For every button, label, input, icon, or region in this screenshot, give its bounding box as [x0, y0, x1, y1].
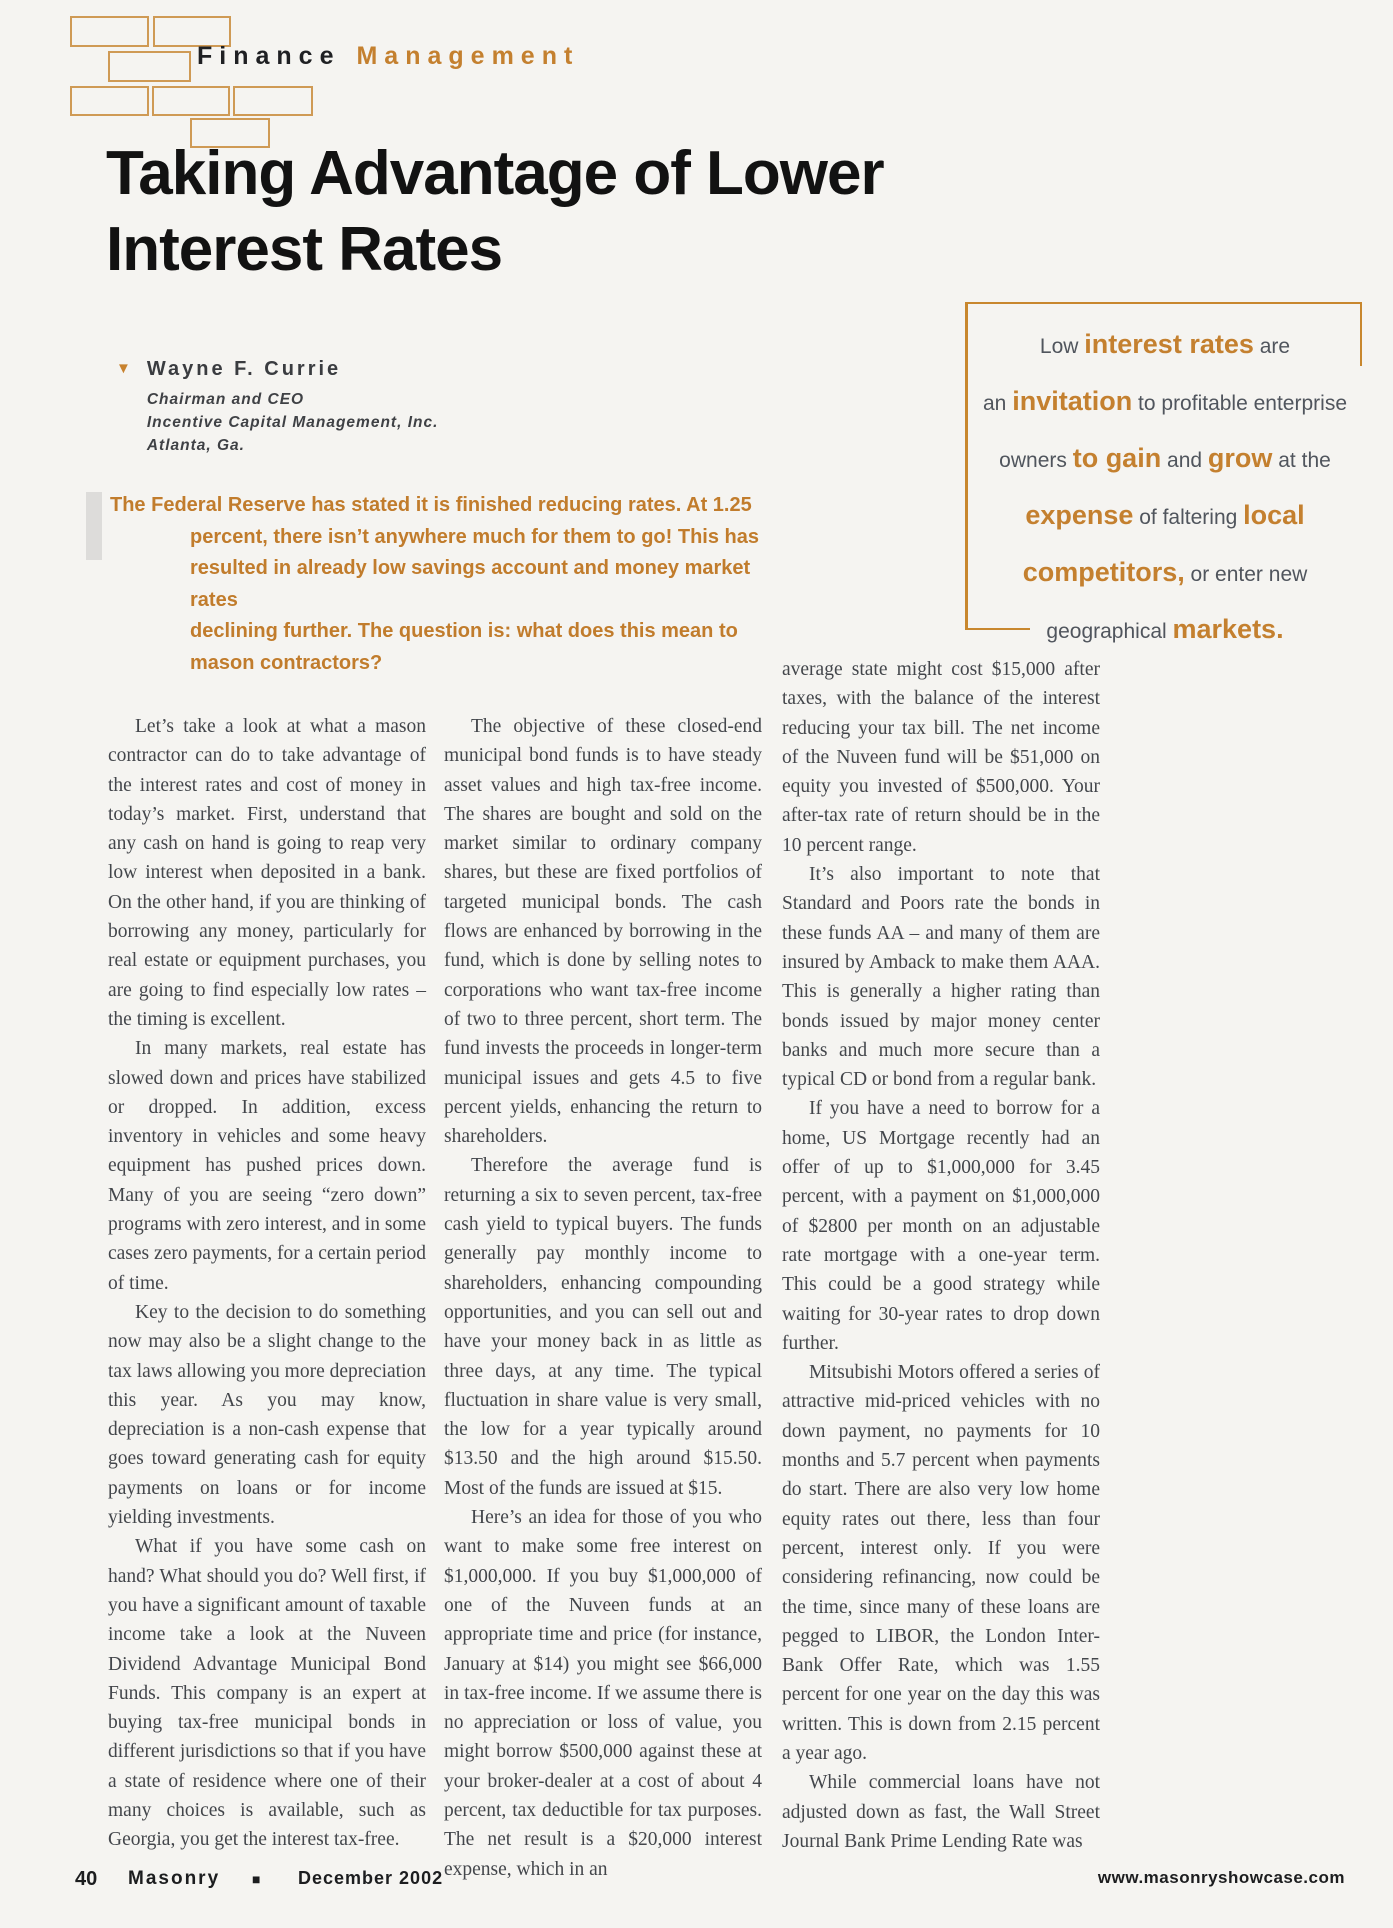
- pull-quote-line: [968, 489, 1362, 546]
- author-name: Wayne F. Currie: [146, 358, 342, 380]
- pull-quote-emphasis: grow: [1207, 443, 1273, 473]
- pull-quote-emphasis: invitation: [1012, 386, 1133, 416]
- pull-quote-emphasis: markets.: [1172, 614, 1284, 644]
- pull-quote-plain: or enter new: [1184, 563, 1308, 586]
- intro-line: mason contractors?: [190, 651, 383, 674]
- section-label-management: Management: [356, 42, 580, 70]
- body-paragraph: average state might cost $15,000 after taxes, with the balance of the interest reducing your tax bill. The net income of the Nuveen fund will be $51,000 on equity you invested of $500,000. Your after-tax rate of return should be in the 10 percent range.: [782, 659, 1100, 856]
- brick: [70, 86, 149, 116]
- pull-quote-line: [968, 546, 1362, 603]
- body-paragraph: It’s also important to note that Standard and Poors rate the bonds in these funds AA – and many of them are insured by Amback to make them AAA. This is generally a higher rating than bonds issued by major money center banks and much more secure than a typical CD or bond from a regular bank.: [782, 864, 1100, 1091]
- intro-line: resulted in already low savings account and money market rates: [190, 557, 751, 611]
- pull-quote-plain: Low: [1039, 335, 1085, 358]
- page-number: 40: [75, 1868, 98, 1890]
- page-footer: [0, 1868, 1393, 1898]
- pull-quote-plain: an: [983, 392, 1013, 415]
- pull-quote-line: [968, 318, 1362, 375]
- byline: [116, 358, 438, 457]
- intro-paragraph: [110, 490, 790, 679]
- pull-quote-emphasis: to gain: [1072, 443, 1162, 473]
- body-paragraph: Therefore the average fund is returning a six to seven percent, tax-free cash yield to typical buyers. The funds generally pay monthly income to shareholders, enhancing compounding opportunities, and you can sell out and have your money back in as little as three days, at any time. The typical fluctuation in share value is very small, the low for a year typically around $13.50 and the high around $15.50. Most of the funds are issued at $15.: [444, 1155, 762, 1499]
- section-label-finance: Finance: [197, 42, 341, 70]
- pull-quote-emphasis: local: [1243, 500, 1305, 530]
- pull-quote-plain: at the: [1272, 449, 1331, 472]
- triangle-bullet-icon: ▼: [116, 361, 131, 377]
- article-title-line1: Taking Advantage of Lower: [106, 139, 884, 208]
- author-role: Chairman and CEO: [146, 391, 305, 408]
- pull-quote-plain: geographical: [1046, 620, 1173, 643]
- magazine-name: Masonry: [128, 1868, 221, 1889]
- pull-quote-emphasis: competitors,: [1022, 557, 1185, 587]
- section-label: [197, 42, 579, 71]
- pull-quote-emphasis: interest rates: [1084, 329, 1254, 359]
- brick: [108, 51, 191, 82]
- intro-line: The Federal Reserve has stated it is finished reducing rates. At 1.25: [110, 494, 752, 516]
- body-paragraph: In many markets, real estate has slowed down and prices have stabilized or dropped. In addition, excess inventory in vehicles and some heavy equipment has pushed prices down. Many of you are seeing “zero down” programs with zero interest, and in some cases zero payments, for a certain period of time.: [108, 1038, 426, 1294]
- pull-quote-emphasis: expense: [1025, 500, 1134, 530]
- intro-line: declining further. The question is: what does this mean to: [190, 620, 738, 642]
- brick: [70, 16, 149, 47]
- body-paragraph: Here’s an idea for those of you who want to make some free interest on $1,000,000. If you buy $1,000,000 of one of the Nuveen funds at an appropriate time and price (for instance, January at $14) you might see $66,000 in tax-free income. If we assume there is no appreciation or loss of value, you might borrow $500,000 against these at your broker-dealer at a cost of about 4 percent, tax deductible for tax purposes. The net result is a $20,000 interest expense, which in an: [444, 1507, 762, 1880]
- brick: [152, 86, 230, 116]
- pull-quote-text: [968, 304, 1362, 660]
- body-paragraph: Key to the decision to do something now may also be a slight change to the tax laws allowing you more depreciation this year. As you may know, depreciation is a non-cash expense that goes toward generating cash for equity payments on loans or for income yielding investments.: [108, 1301, 426, 1529]
- byline-text: [147, 358, 439, 457]
- pull-quote-line: [968, 432, 1362, 489]
- intro-line: percent, there isn’t anywhere much for them to go! This has: [190, 525, 759, 548]
- body-column-3: [782, 655, 1100, 1856]
- body-paragraph: The objective of these closed-end municipal bond funds is to have steady asset values and high tax-free income. The shares are bought and sold on the market similar to ordinary company shares, but these are fixed portfolios of targeted municipal bonds. The cash flows are enhanced by borrowing in the fund, which is done by selling notes to corporations who want tax-free income of two to three percent, short term. The fund invests the proceeds in longer-term municipal issues and gets 4.5 to five percent yields, enhancing the return to shareholders.: [444, 716, 762, 1148]
- square-bullet-icon: ■: [252, 1871, 261, 1887]
- body-paragraph: What if you have some cash on hand? What should you do? Well first, if you have a significant amount of taxable income take a look at the Nuveen Dividend Advantage Municipal Bond Funds. This company is an expert at buying tax-free municipal bonds in different jurisdictions so that if you have a state of residence where one of their many choices is available, such as Georgia, you get the interest tax-free.: [108, 1536, 426, 1851]
- brick: [233, 86, 313, 116]
- website-url: www.masonryshowcase.com: [1097, 1868, 1345, 1887]
- pull-quote-line: [968, 375, 1362, 432]
- body-paragraph: Let’s take a look at what a mason contractor can do to take advantage of the interest rates and cost of money in today’s market. First, understand that any cash on hand is going to reap very low interest when deposited in a bank. On the other hand, if you are thinking of borrowing any money, particularly for real estate or equipment purchases, you are going to find especially low rates – the timing is excellent.: [108, 716, 426, 1030]
- pull-quote-box: [965, 302, 1362, 644]
- body-column-2: [444, 712, 762, 1884]
- pull-quote-plain: to profitable enterprise: [1132, 392, 1347, 415]
- pull-quote-plain: of faltering: [1133, 506, 1244, 529]
- issue-date: December 2002: [298, 1868, 444, 1888]
- body-paragraph: While commercial loans have not adjusted down as fast, the Wall Street Journal Bank Prime Lending Rate was: [782, 1772, 1100, 1852]
- body-paragraph: If you have a need to borrow for a home, US Mortgage recently had an offer of up to $1,000,000 for 3.45 percent, with a payment on $1,000,000 of $2800 per month on an adjustable rate mortgage with a one-year term. This could be a good strategy while waiting for 30-year rates to drop down further.: [782, 1098, 1100, 1354]
- pull-quote-line: [968, 603, 1362, 660]
- body-paragraph: Mitsubishi Motors offered a series of attractive mid-priced vehicles with no down payment, no payments for 10 months and 5.7 percent when payments do start. There are also very low home equity rates out there, less than four percent, interest only. If you were considering refinancing, now could be the time, since many of these loans are pegged to LIBOR, the London Inter-Bank Offer Rate, which was 1.55 percent for one year on the day this was written. This is down from 2.15 percent a year ago.: [782, 1362, 1100, 1764]
- article-title-line2: Interest Rates: [106, 215, 503, 284]
- pull-quote-plain: owners: [999, 449, 1073, 472]
- author-company: Incentive Capital Management, Inc.: [146, 414, 439, 431]
- pull-quote-plain: and: [1161, 449, 1208, 472]
- body-column-1: [108, 712, 426, 1855]
- author-location: Atlanta, Ga.: [146, 437, 245, 454]
- article-title: [106, 136, 884, 288]
- scan-artifact: [86, 492, 102, 560]
- pull-quote-plain: are: [1253, 335, 1291, 358]
